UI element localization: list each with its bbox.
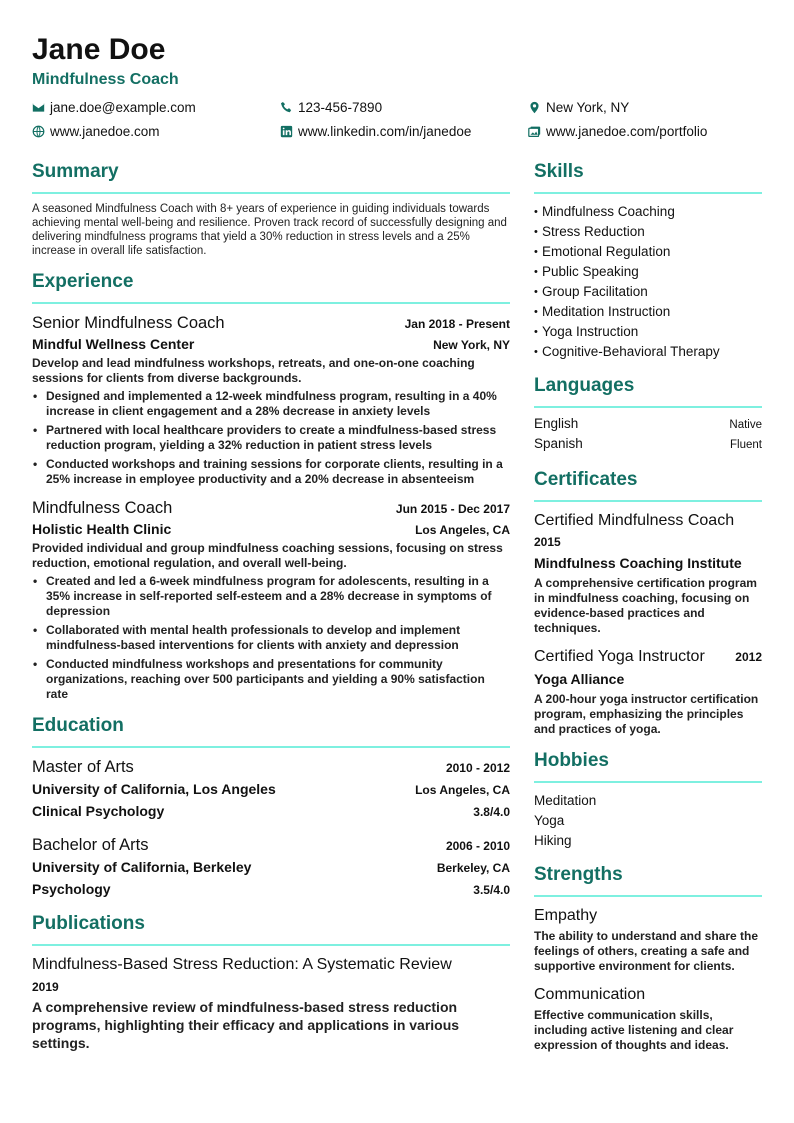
job-entry bbox=[32, 312, 510, 487]
languages-section bbox=[534, 374, 762, 456]
job-entry bbox=[32, 497, 510, 702]
contact-location bbox=[528, 98, 762, 116]
hobbies-section bbox=[534, 749, 762, 851]
resume-page bbox=[32, 32, 762, 1052]
hobby-item: Hiking bbox=[534, 833, 572, 848]
candidate-role: Mindfulness Coach bbox=[32, 71, 179, 88]
education-dates: 2010 - 2012 bbox=[445, 761, 510, 775]
contact-phone[interactable] bbox=[280, 98, 528, 116]
certificate-description: A 200-hour yoga instructor certification program, emphasizing the principles and practices of yoga. bbox=[534, 692, 759, 736]
linkedin-icon bbox=[280, 125, 293, 138]
skill-item: • Mindfulness Coaching bbox=[534, 202, 762, 222]
phone-icon bbox=[280, 101, 293, 114]
job-bullet: • Created and led a 6-week mindfulness program for adolescents, resulting in a 35% increase in self-reported self-esteem and a 28% decrease in symptoms of depression bbox=[32, 574, 510, 619]
gpa: 3.5/4.0 bbox=[473, 883, 510, 897]
strength-description: Effective communication skills, including active listening and clear expression of thoughts and ideas. bbox=[534, 1008, 734, 1052]
contact-portfolio-text: www.janedoe.com/portfolio bbox=[546, 123, 708, 139]
job-location: Los Angeles, CA bbox=[415, 523, 510, 537]
contact-website[interactable] bbox=[32, 122, 280, 140]
school: University of California, Los Angeles bbox=[32, 781, 276, 797]
job-description: Provided individual and group mindfulness coaching sessions, focusing on stress reduction, emotional regulation, and overall well-being. bbox=[32, 541, 503, 570]
education-section bbox=[32, 714, 510, 900]
summary-text: A seasoned Mindfulness Coach with 8+ years of experience in guiding individuals towards achieving mental well-being and resilience. Proven track record of successfully designing and delivering mindfulness programs that yield a 30% reduction in stress levels and a 25% increase in overall life satisfaction. bbox=[32, 203, 507, 257]
contact-email-text: jane.doe@example.com bbox=[50, 99, 196, 115]
hobby-item: Meditation bbox=[534, 793, 597, 808]
education-entry bbox=[32, 834, 510, 900]
skill-item: • Public Speaking bbox=[534, 262, 762, 282]
language-level: Fluent bbox=[730, 439, 762, 451]
contact-portfolio[interactable] bbox=[528, 122, 762, 140]
education-entry bbox=[32, 756, 510, 822]
section-title: Summary bbox=[32, 160, 510, 194]
job-description: Develop and lead mindfulness workshops, retreats, and one-on-one coaching sessions for clients from diverse backgrounds. bbox=[32, 356, 475, 385]
job-bullet: • Collaborated with mental health professionals to develop and implement mindfulness-based interventions for clients with anxiety and depression bbox=[32, 623, 510, 653]
language-name: Spanish bbox=[534, 436, 583, 451]
strengths-section bbox=[534, 863, 762, 1053]
contact-location-text: New York, NY bbox=[546, 99, 630, 115]
skill-item: • Yoga Instruction bbox=[534, 322, 762, 342]
education-dates: 2006 - 2010 bbox=[445, 839, 510, 853]
strength-entry bbox=[534, 984, 762, 1053]
certificate-year: 2012 bbox=[735, 650, 762, 664]
contact-phone-text: 123-456-7890 bbox=[298, 99, 383, 115]
publication-year: 2019 bbox=[32, 980, 59, 994]
skills-list bbox=[534, 202, 762, 362]
email-icon bbox=[32, 101, 45, 114]
publication-title: Mindfulness-Based Stress Reduction: A Systematic Review bbox=[32, 956, 452, 973]
certificates-section bbox=[534, 468, 762, 737]
certificate-description: A comprehensive certification program in mindfulness coaching, focusing on evidence-based practices and techniques. bbox=[534, 576, 757, 635]
field-of-study: Psychology bbox=[32, 881, 111, 897]
gpa: 3.8/4.0 bbox=[473, 805, 510, 819]
language-row bbox=[534, 416, 762, 436]
certificate-issuer: Mindfulness Coaching Institute bbox=[534, 555, 742, 571]
strength-entry bbox=[534, 905, 762, 974]
job-bullet: • Partnered with local healthcare providers to create a mindfulness-based stress reduction program, yielding a 32% reduction in patient stress levels bbox=[32, 423, 510, 453]
section-title: Experience bbox=[32, 270, 510, 304]
contact-email[interactable] bbox=[32, 98, 280, 116]
school: University of California, Berkeley bbox=[32, 859, 252, 875]
job-company: Mindful Wellness Center bbox=[32, 336, 195, 352]
strength-title: Communication bbox=[534, 986, 646, 1003]
job-bullet: • Conducted mindfulness workshops and presentations for community organizations, reaching over 500 participants and yielding a 90% satisfaction rate bbox=[32, 657, 510, 702]
section-title: Education bbox=[32, 714, 510, 748]
job-dates: Jan 2018 - Present bbox=[404, 317, 510, 331]
certificate-title: Certified Yoga Instructor bbox=[534, 648, 705, 665]
contact-linkedin-text: www.linkedin.com/in/janedoe bbox=[298, 123, 472, 139]
job-title: Senior Mindfulness Coach bbox=[32, 314, 225, 332]
degree: Bachelor of Arts bbox=[32, 836, 149, 854]
skills-section bbox=[534, 160, 762, 362]
hobby-item: Yoga bbox=[534, 813, 565, 828]
certificate-entry bbox=[534, 646, 762, 737]
publications-section bbox=[32, 912, 510, 1052]
skill-item: • Stress Reduction bbox=[534, 222, 762, 242]
field-of-study: Clinical Psychology bbox=[32, 803, 165, 819]
certificate-title: Certified Mindfulness Coach bbox=[534, 512, 735, 529]
job-title: Mindfulness Coach bbox=[32, 499, 173, 517]
skill-item: • Cognitive-Behavioral Therapy bbox=[534, 342, 762, 362]
job-company: Holistic Health Clinic bbox=[32, 521, 172, 537]
experience-section bbox=[32, 270, 510, 702]
resume-columns bbox=[32, 160, 762, 1065]
location-icon bbox=[528, 101, 541, 114]
right-column bbox=[534, 160, 762, 1065]
section-title: Certificates bbox=[534, 468, 762, 502]
section-title: Strengths bbox=[534, 863, 762, 897]
school-location: Berkeley, CA bbox=[436, 861, 510, 875]
skill-item: • Emotional Regulation bbox=[534, 242, 762, 262]
section-title: Hobbies bbox=[534, 749, 762, 783]
job-bullets bbox=[32, 574, 510, 702]
candidate-name: Jane Doe bbox=[32, 33, 166, 66]
job-bullet: • Designed and implemented a 12-week mindfulness program, resulting in a 40% increase in client engagement and a 28% decrease in anxiety levels bbox=[32, 389, 510, 419]
language-name: English bbox=[534, 416, 579, 431]
left-column bbox=[32, 160, 510, 1065]
section-title: Publications bbox=[32, 912, 510, 946]
job-bullet: • Conducted workshops and training sessions for corporate clients, resulting in a 25% increase in employee productivity and a 20% decrease in absenteeism bbox=[32, 457, 510, 487]
degree: Master of Arts bbox=[32, 758, 134, 776]
job-bullets bbox=[32, 389, 510, 487]
language-row bbox=[534, 436, 762, 456]
language-level: Native bbox=[729, 419, 762, 431]
skill-item: • Group Facilitation bbox=[534, 282, 762, 302]
contact-website-text: www.janedoe.com bbox=[50, 123, 160, 139]
skill-item: • Meditation Instruction bbox=[534, 302, 762, 322]
section-title: Skills bbox=[534, 160, 762, 194]
certificate-year: 2015 bbox=[534, 535, 561, 549]
section-title: Languages bbox=[534, 374, 762, 408]
certificate-entry bbox=[534, 510, 762, 636]
globe-icon bbox=[32, 125, 45, 138]
job-location: New York, NY bbox=[433, 338, 510, 352]
certificate-issuer: Yoga Alliance bbox=[534, 671, 625, 687]
publication-description: A comprehensive review of mindfulness-based stress reduction programs, highlighting their efficacy and applications in various settings. bbox=[32, 999, 460, 1051]
school-location: Los Angeles, CA bbox=[415, 783, 510, 797]
strength-title: Empathy bbox=[534, 907, 598, 924]
contact-info bbox=[32, 98, 762, 140]
contact-linkedin[interactable] bbox=[280, 122, 528, 140]
summary-section bbox=[32, 160, 510, 258]
portfolio-icon bbox=[528, 125, 541, 138]
strength-description: The ability to understand and share the feelings of others, creating a safe and supportive environment for clients. bbox=[534, 929, 759, 973]
job-dates: Jun 2015 - Dec 2017 bbox=[395, 502, 510, 516]
